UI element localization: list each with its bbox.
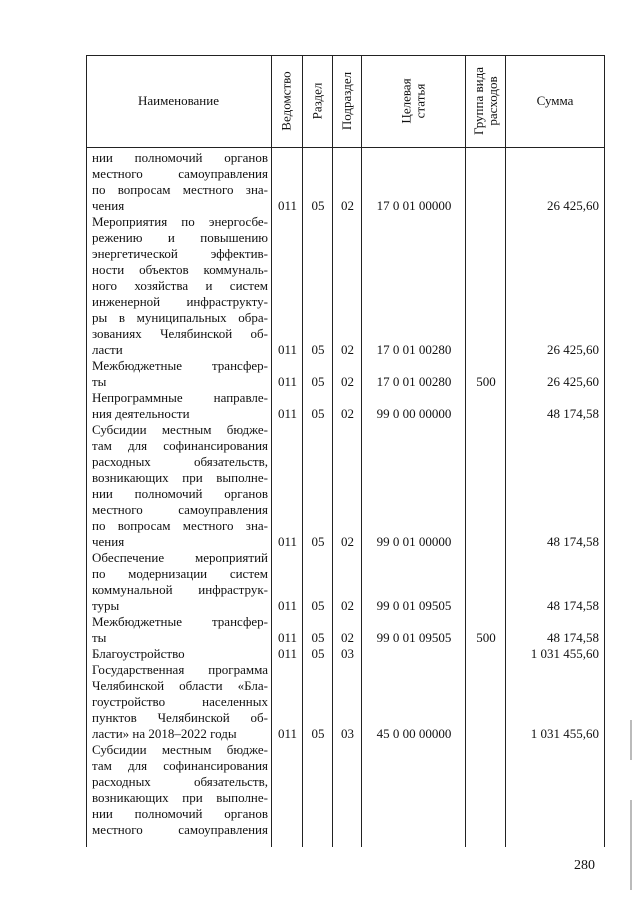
header-name: Наименование	[138, 93, 219, 108]
row-podrazdel: 03	[341, 646, 354, 661]
row-razdel: 05	[311, 726, 325, 741]
table-left-border	[86, 55, 87, 847]
row-name: Обеспечение мероприятий по модернизации систем коммунальной инфраструк- туры	[92, 550, 268, 613]
header-bottom-border	[86, 147, 605, 148]
row-summa: 1 031 455,60	[530, 726, 599, 741]
row-vedomstvo: 011	[277, 646, 298, 661]
row-razdel: 05	[311, 374, 325, 389]
row-razdel: 05	[311, 646, 325, 661]
row-razdel: 05	[311, 406, 325, 421]
row-summa: 48 174,58	[547, 598, 599, 613]
row-razdel: 05	[311, 342, 325, 357]
page-number: 280	[574, 858, 595, 873]
row-podrazdel: 03	[341, 726, 354, 741]
row-summa: 1 031 455,60	[530, 646, 599, 661]
row-celevaya: 17 0 01 00280	[376, 342, 452, 357]
row-name: нии полномочий органов местного самоуправления по вопросам местного зна- чения	[92, 150, 268, 213]
header-razdel: Раздел	[309, 82, 325, 120]
header-podrazdel: Подраздел	[339, 71, 355, 131]
row-podrazdel: 02	[341, 198, 354, 213]
row-summa: 48 174,58	[547, 630, 599, 645]
row-name: Мероприятия по энергосбе- режению и повышению энергетической эффектив- ности объектов коммуналь- ного хозяйства и систем инженерной инфраструкту- ры в муниципальных обра- зованиях Челябинской об- ласти	[92, 214, 268, 357]
col-divider-raz	[332, 55, 333, 847]
row-vedomstvo: 011	[277, 726, 298, 741]
row-summa: 48 174,58	[547, 534, 599, 549]
col-divider-grp	[505, 55, 506, 847]
col-divider-ved	[302, 55, 303, 847]
scan-edge-mark	[630, 720, 632, 760]
row-celevaya: 17 0 01 00000	[376, 198, 452, 213]
row-razdel: 05	[311, 630, 325, 645]
row-name: Субсидии местным бюдже- там для софинансирования расходных обязательств, возникающих при выполне- нии полномочий органов местного самоуправления	[92, 742, 268, 837]
row-podrazdel: 02	[341, 374, 354, 389]
row-celevaya: 99 0 01 09505	[376, 598, 452, 613]
header-summa: Сумма	[536, 93, 574, 108]
row-name: Непрограммные направле- ния деятельности	[92, 390, 268, 421]
row-razdel: 05	[311, 534, 325, 549]
row-name: Субсидии местным бюдже- там для софинансирования расходных обязательств, возникающих при выполне- нии полномочий органов местного самоуправления по вопросам местного зна- чения	[92, 422, 268, 549]
header-celevaya: Целевая статья	[398, 78, 428, 124]
col-divider-pod	[361, 55, 362, 847]
row-celevaya: 45 0 00 00000	[376, 726, 452, 741]
col-divider-cel	[465, 55, 466, 847]
row-vedomstvo: 011	[277, 342, 298, 357]
row-podrazdel: 02	[341, 534, 354, 549]
row-podrazdel: 02	[341, 342, 354, 357]
row-summa: 26 425,60	[547, 342, 599, 357]
row-vedomstvo: 011	[277, 534, 298, 549]
table-right-border	[604, 55, 605, 847]
row-vedomstvo: 011	[277, 374, 298, 389]
col-divider-name	[271, 55, 272, 847]
row-vedomstvo: 011	[277, 630, 298, 645]
row-razdel: 05	[311, 598, 325, 613]
header-gruppa: Группа вида расходов	[470, 67, 500, 135]
row-celevaya: 99 0 01 09505	[376, 630, 452, 645]
row-vedomstvo: 011	[277, 598, 298, 613]
header-vedomstvo: Ведомство	[279, 71, 294, 131]
row-name: Благоустройство	[92, 646, 185, 661]
row-celevaya: 17 0 01 00280	[376, 374, 452, 389]
row-gruppa: 500	[476, 630, 496, 645]
row-podrazdel: 02	[341, 630, 354, 645]
budget-table	[86, 55, 605, 847]
row-celevaya: 99 0 00 00000	[376, 406, 452, 421]
row-summa: 26 425,60	[547, 374, 599, 389]
row-vedomstvo: 011	[277, 406, 298, 421]
row-vedomstvo: 011	[277, 198, 298, 213]
row-name: Межбюджетные трансфер- ты	[92, 614, 268, 645]
row-name: Межбюджетные трансфер- ты	[92, 358, 268, 389]
row-celevaya: 99 0 01 00000	[376, 534, 452, 549]
row-name: Государственная программа Челябинской области «Бла- гоустройство населенных пунктов Челябинской об- ласти» на 2018–2022 годы	[92, 662, 268, 741]
row-razdel: 05	[311, 198, 325, 213]
scan-edge-mark	[630, 800, 632, 890]
row-summa: 26 425,60	[547, 198, 599, 213]
row-summa: 48 174,58	[547, 406, 599, 421]
row-gruppa: 500	[476, 374, 496, 389]
row-podrazdel: 02	[341, 598, 354, 613]
row-podrazdel: 02	[341, 406, 354, 421]
